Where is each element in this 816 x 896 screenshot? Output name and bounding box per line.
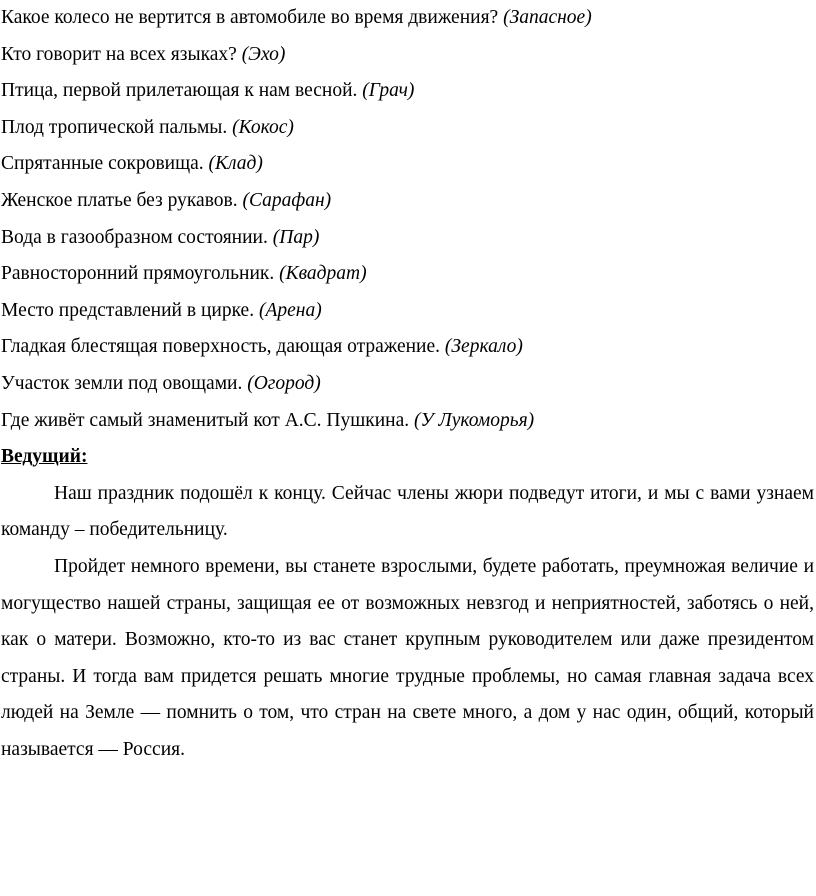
riddle-item xyxy=(1,0,816,37)
riddle-list xyxy=(1,0,816,439)
riddle-item xyxy=(1,146,816,183)
riddle-answer: (Запасное) xyxy=(503,7,592,28)
riddle-answer: (Клад) xyxy=(208,153,263,175)
riddle-item xyxy=(1,183,816,220)
riddle-answer: (Квадрат) xyxy=(279,263,367,285)
riddle-answer: (У Лукоморья) xyxy=(414,409,535,431)
riddle-item xyxy=(1,110,816,147)
riddle-question: Гладкая блестящая поверхность, дающая отражение. xyxy=(1,336,441,358)
riddle-item xyxy=(1,329,816,366)
riddle-answer: (Пар) xyxy=(272,226,320,248)
riddle-answer: (Огород) xyxy=(247,372,321,394)
riddle-question: Кто говорит на всех языках? xyxy=(1,43,237,65)
riddle-answer: (Сарафан) xyxy=(242,189,332,211)
closing-paragraph-1: Наш праздник подошёл к концу. Сейчас члены жюри подведут итоги, и мы с вами узнаем команду – победительницу. xyxy=(1,482,814,541)
riddle-question: Равносторонний прямоугольник. xyxy=(1,263,275,285)
riddle-answer: (Арена) xyxy=(258,299,322,321)
riddle-answer: (Эхо) xyxy=(241,43,286,65)
riddle-item xyxy=(1,256,816,293)
riddle-item xyxy=(1,73,816,110)
riddle-answer: (Грач) xyxy=(362,80,415,102)
riddle-question: Вода в газообразном состоянии. xyxy=(1,226,268,248)
riddle-item xyxy=(1,403,816,440)
riddle-question: Место представлений в цирке. xyxy=(1,299,255,321)
closing-paragraph-2: Пройдет немного времени, вы станете взрослыми, будете работать, преумножая величие и могущество нашей страны, защищая ее от возможных невзгод и неприятностей, заботясь о ней, как о матери. Возможно, кто-то из вас станет крупным руководителем или даже президентом страны. И тогда вам придется решать многие трудные проблемы, но самая главная задача всех людей на Земле — помнить о том, что стран на свете много, а дом у нас один, общий, который называется — Россия. xyxy=(1,555,814,760)
riddle-question: Птица, первой прилетающая к нам весной. xyxy=(1,80,358,102)
host-heading: Ведущий: xyxy=(1,446,88,468)
riddle-item xyxy=(1,366,816,403)
riddle-question: Какое колесо не вертится в автомобиле во время движения? xyxy=(1,7,499,28)
riddle-item xyxy=(1,293,816,330)
riddle-question: Женское платье без рукавов. xyxy=(1,189,238,211)
riddle-question: Где живёт самый знаменитый кот А.С. Пушкина. xyxy=(1,409,410,431)
riddle-question: Участок земли под овощами. xyxy=(1,372,243,394)
riddle-answer: (Кокос) xyxy=(232,116,294,138)
riddle-item xyxy=(1,220,816,257)
riddle-question: Спрятанные сокровища. xyxy=(1,153,204,175)
riddle-question: Плод тропической пальмы. xyxy=(1,116,228,138)
riddle-answer: (Зеркало) xyxy=(444,336,523,358)
riddle-item xyxy=(1,37,816,74)
